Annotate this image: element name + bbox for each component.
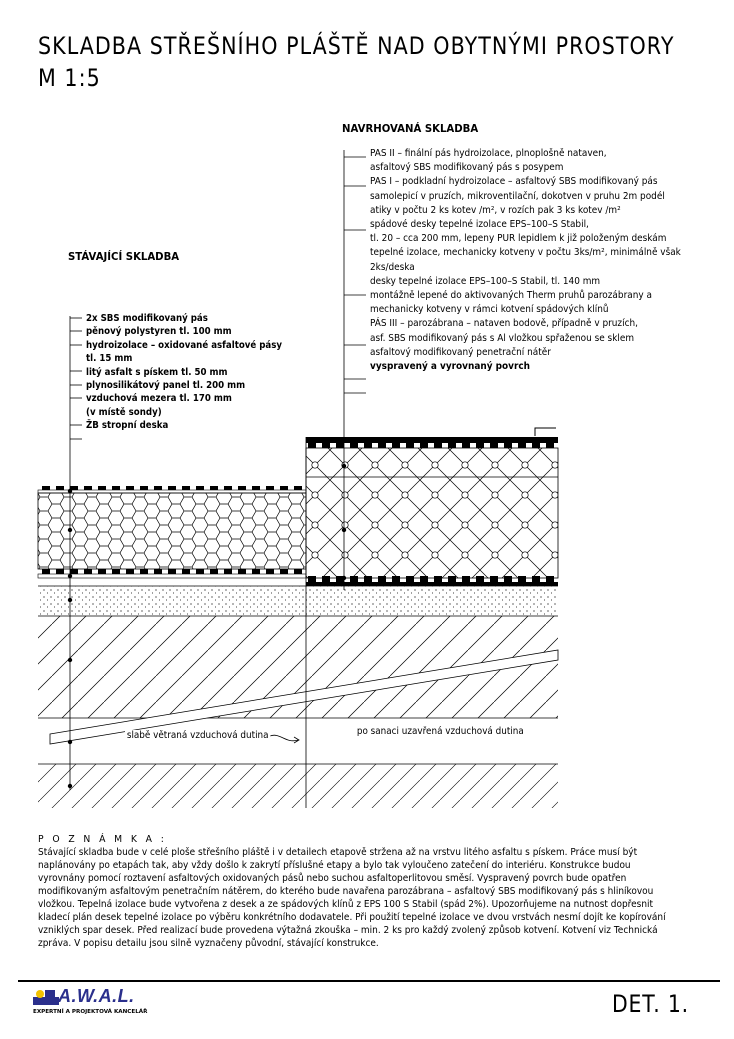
title-line-1: SKLADBA STŘEŠNÍHO PLÁŠTĚ NAD OBYTNÝMI PROSTORY	[38, 32, 675, 60]
note-block	[38, 833, 675, 950]
existing-layers	[38, 486, 306, 578]
proposed-line: samolepicí v pruzích, mikroventilační, dokotven v pruhu 2m podél	[370, 190, 665, 202]
proposed-line: desky tepelné izolace EPS–100–S Stabil, tl. 140 mm	[370, 275, 601, 287]
logo-icon	[33, 987, 59, 1007]
proposed-layer-list	[370, 147, 700, 374]
left-cavity-label: slabě větraná vzduchová dutina	[126, 730, 269, 741]
existing-line: litý asfalt s pískem tl. 50 mm	[86, 366, 228, 378]
proposed-line: 2ks/deska	[370, 261, 415, 273]
existing-layer-list	[86, 312, 304, 433]
logo-subtitle: EXPERTNÍ A PROJEKTOVÁ KANCELÁŘ	[33, 1009, 148, 1015]
existing-line: tl. 15 mm	[86, 353, 133, 365]
proposed-line: asfaltový modifikovaný penetrační nátěr	[370, 346, 551, 358]
existing-line: hydroizolace – oxidované asfaltové pásy	[86, 339, 283, 351]
scale-label: M 1:5	[38, 64, 101, 92]
existing-line: vzduchová mezera tl. 170 mm	[86, 393, 232, 405]
proposed-line: PÁS III – parozábrana – nataven bodově, případně v pruzích,	[370, 318, 638, 330]
note-text: Stávající skladba bude v celé ploše střešního pláště i v detailech etapově stržena až na vrstvu litého asfaltu s pískem. Práce musí být naplánovány po etapách tak, aby vždy došlo k zakrytí příslušné etapy a bylo tak vyloučeno zatečení do interiéru. Konstrukce budou vyrovnány pomocí roztavení asfaltových oxidovaných pásů nebo suchou asfaltoperlitovou směsí. Vyspravený povrch bude opatřen modifikovaným asfaltovým penetračním nátěrem, do kterého bude navařena parozábrana – asfaltový SBS modifikovaný pás s hliníkovou vložkou. Tepelná izolace bude vytvořena z desek a ze spádových klínů z EPS 100 S Stabil (spád 2%). Upozorňujeme na nutnost dopřesnit kladecí plán desek tepelné izolace po výběru konkrétního dodavatele. Při použití tepelné izolace ve dvou vrstvách nesmí dojít ke kopírování vzniklých spar desek. Před realizací bude provedena výtažná zkouška – min. 2 ks pro každý zvolený způsob kotvení. Kotvení viz Technická zpráva. V popisu detailu jsou silně vyznačeny původní, stávající konstrukce.	[38, 847, 666, 949]
proposed-line: PAS II – finální pás hydroizolace, plnoplošně nataven,	[370, 148, 607, 159]
existing-line: plynosilikátový panel tl. 200 mm	[86, 380, 246, 392]
proposed-line: PAS I – podkladní hydroizolace – asfaltový SBS modifikovaný pás	[370, 176, 658, 188]
existing-line: ŽB stropní deska	[86, 420, 169, 432]
proposed-line: tepelné izolace, mechanicky kotveny v počtu 3ks/m², minimálně však	[370, 247, 681, 259]
existing-line: 2x SBS modifikovaný pás	[86, 313, 208, 324]
existing-line: (v místě sondy)	[86, 406, 162, 418]
existing-line: pěnový polystyren tl. 100 mm	[86, 326, 232, 338]
right-cavity-label: po sanaci uzavřená vzduchová dutina	[356, 726, 524, 737]
detail-number: DET. 1.	[612, 990, 690, 1018]
logo-name: A.W.A.L.	[58, 986, 135, 1006]
proposed-line: atiky v počtu 2 ks kotev /m², v rozích pak 3 ks kotev /m²	[370, 204, 621, 216]
proposed-line: montážně lepené do aktivovaných Therm pruhů parozábrany a	[370, 290, 652, 302]
proposed-heading: NAVRHOVANÁ SKLADBA	[342, 122, 479, 135]
proposed-line: mechanicky kotveny v rámci kotvení spádových klínů	[370, 304, 609, 316]
proposed-line: tl. 20 – cca 200 mm, lepeny PUR lepidlem k již položeným deskám	[370, 233, 667, 245]
proposed-line: asfaltový SBS modifikovaný pás s posypem	[370, 162, 564, 174]
proposed-line: vyspravený a vyrovnaný povrch	[370, 361, 531, 373]
note-heading: P O Z N Á M K A :	[38, 834, 167, 845]
existing-heading: STÁVAJÍCÍ SKLADBA	[68, 250, 180, 263]
proposed-line: asf. SBS modifikovaný pás s Al vložkou spřaženou se sklem	[370, 332, 635, 344]
proposed-line: spádové desky tepelné izolace EPS–100–S Stabil,	[370, 219, 589, 231]
footer-divider	[18, 980, 720, 982]
